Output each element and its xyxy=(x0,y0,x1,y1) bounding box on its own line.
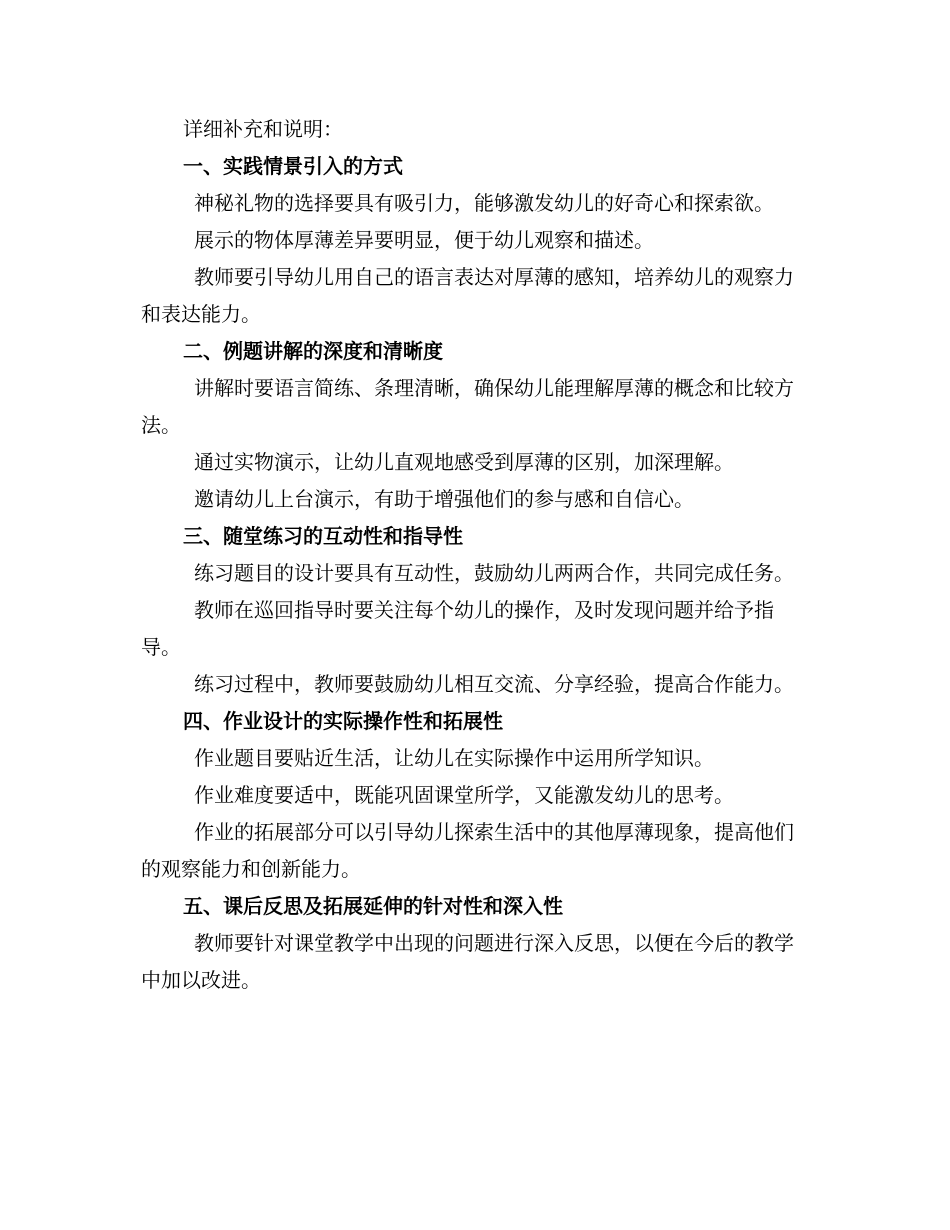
paragraph: 练习过程中，教师要鼓励幼儿相互交流、分享经验，提高合作能力。 xyxy=(194,672,794,696)
section-heading-3: 三、随堂练习的互动性和指导性 xyxy=(183,524,463,548)
intro-text: 详细补充和说明： xyxy=(183,117,343,141)
paragraph: 作业的拓展部分可以引导幼儿探索生活中的其他厚薄现象，提高他们的观察能力和创新能力。 xyxy=(141,820,794,881)
paragraph: 作业难度要适中，既能巩固课堂所学，又能激发幼儿的思考。 xyxy=(194,783,734,807)
section-heading-2: 二、例题讲解的深度和清晰度 xyxy=(183,339,443,363)
paragraph: 练习题目的设计要具有互动性，鼓励幼儿两两合作，共同完成任务。 xyxy=(194,561,794,585)
paragraph: 神秘礼物的选择要具有吸引力，能够激发幼儿的好奇心和探索欲。 xyxy=(194,191,774,215)
document-body xyxy=(141,111,809,999)
paragraph: 通过实物演示，让幼儿直观地感受到厚薄的区别，加深理解。 xyxy=(194,450,734,474)
paragraph: 讲解时要语言简练、条理清晰，确保幼儿能理解厚薄的概念和比较方法。 xyxy=(141,376,794,437)
section-heading-5: 五、课后反思及拓展延伸的针对性和深入性 xyxy=(183,894,563,918)
paragraph: 教师要针对课堂教学中出现的问题进行深入反思，以便在今后的教学中加以改进。 xyxy=(141,931,794,992)
paragraph: 教师要引导幼儿用自己的语言表达对厚薄的感知，培养幼儿的观察力和表达能力。 xyxy=(141,265,794,326)
section-heading-4: 四、作业设计的实际操作性和拓展性 xyxy=(183,709,503,733)
paragraph: 展示的物体厚薄差异要明显，便于幼儿观察和描述。 xyxy=(194,228,654,252)
paragraph: 作业题目要贴近生活，让幼儿在实际操作中运用所学知识。 xyxy=(194,746,714,770)
section-heading-1: 一、实践情景引入的方式 xyxy=(183,154,403,178)
paragraph: 教师在巡回指导时要关注每个幼儿的操作，及时发现问题并给予指导。 xyxy=(141,598,774,659)
paragraph: 邀请幼儿上台演示，有助于增强他们的参与感和自信心。 xyxy=(194,487,694,511)
